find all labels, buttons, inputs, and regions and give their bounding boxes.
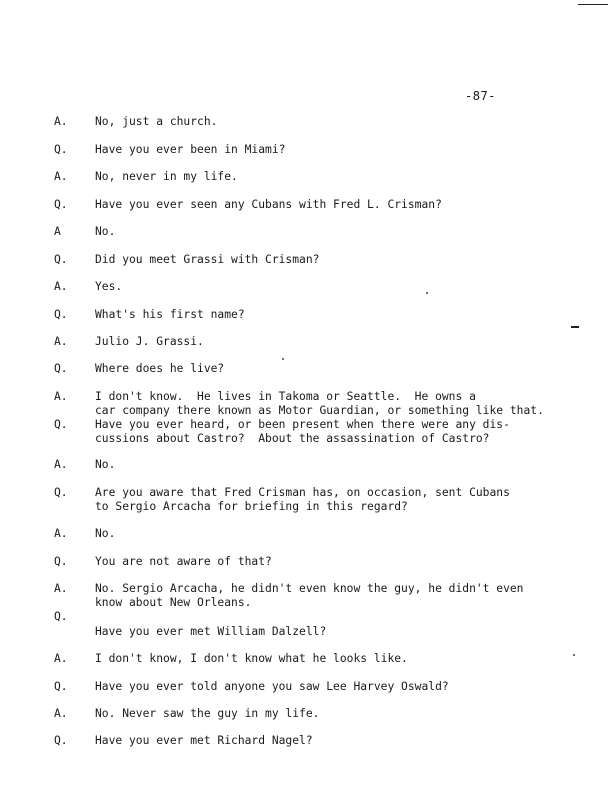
page-number: -87- — [465, 89, 496, 103]
line-text: know about New Orleans. — [95, 596, 252, 609]
scan-edge-mark — [571, 326, 579, 328]
line-text: cussions about Castro? About the assassination of Castro? — [95, 432, 490, 445]
speaker-label: A. — [54, 280, 68, 293]
speaker-label: A. — [54, 458, 68, 471]
speaker-label: Q. — [54, 486, 68, 499]
scan-edge-mark — [578, 4, 608, 5]
line-text: Have you ever met Richard Nagel? — [95, 734, 313, 747]
line-text: Julio J. Grassi. — [95, 335, 204, 348]
line-text: Have you ever told anyone you saw Lee Harvey Oswald? — [95, 680, 449, 693]
line-text: I don't know. He lives in Takoma or Seattle. He owns a — [95, 390, 476, 403]
speaker-label: A. — [54, 335, 68, 348]
speaker-label: A. — [54, 652, 68, 665]
speaker-label: A. — [54, 527, 68, 540]
line-text: No. — [95, 527, 116, 540]
speaker-label: Q. — [54, 734, 68, 747]
speaker-label: A. — [54, 170, 68, 183]
line-text: Are you aware that Fred Crisman has, on occasion, sent Cubans — [95, 486, 510, 499]
line-text: No, never in my life. — [95, 170, 238, 183]
line-text: No. Never saw the guy in my life. — [95, 707, 320, 720]
speaker-label: Q. — [54, 253, 68, 266]
line-text: No. Sergio Arcacha, he didn't even know the guy, he didn't even — [95, 582, 524, 595]
line-text: Have you ever met William Dalzell? — [95, 625, 327, 638]
speaker-label: Q. — [54, 198, 68, 211]
speaker-label: A. — [54, 115, 68, 128]
speaker-label: Q. — [54, 418, 68, 431]
speaker-label: A. — [54, 707, 68, 720]
speaker-label: Q. — [54, 362, 68, 375]
speaker-label: A. — [54, 390, 68, 403]
line-text: No, just a church. — [95, 115, 218, 128]
speaker-label: Q. — [54, 555, 68, 568]
line-text: I don't know, I don't know what he looks like. — [95, 652, 408, 665]
scan-speck — [573, 654, 575, 656]
scan-speck — [426, 292, 428, 294]
line-text: Where does he live? — [95, 362, 225, 375]
speaker-label: A. — [54, 582, 68, 595]
speaker-label: Q. — [54, 143, 68, 156]
line-text: car company there known as Motor Guardian, or something like that. — [95, 404, 544, 417]
line-text: Did you meet Grassi with Crisman? — [95, 253, 320, 266]
line-text: Have you ever been in Miami? — [95, 143, 286, 156]
line-text: Have you ever seen any Cubans with Fred L. Crisman? — [95, 198, 442, 211]
speaker-label: Q. — [54, 610, 68, 623]
speaker-label: Q. — [54, 680, 68, 693]
line-text: No. — [95, 458, 116, 471]
line-text: Have you ever heard, or been present when there were any dis- — [95, 418, 510, 431]
line-text: to Sergio Arcacha for briefing in this regard? — [95, 500, 408, 513]
speaker-label: A — [54, 225, 61, 238]
scan-speck — [282, 358, 284, 360]
line-text: You are not aware of that? — [95, 555, 272, 568]
line-text: Yes. — [95, 280, 123, 293]
speaker-label: Q. — [54, 308, 68, 321]
line-text: No. — [95, 225, 116, 238]
line-text: What's his first name? — [95, 308, 245, 321]
